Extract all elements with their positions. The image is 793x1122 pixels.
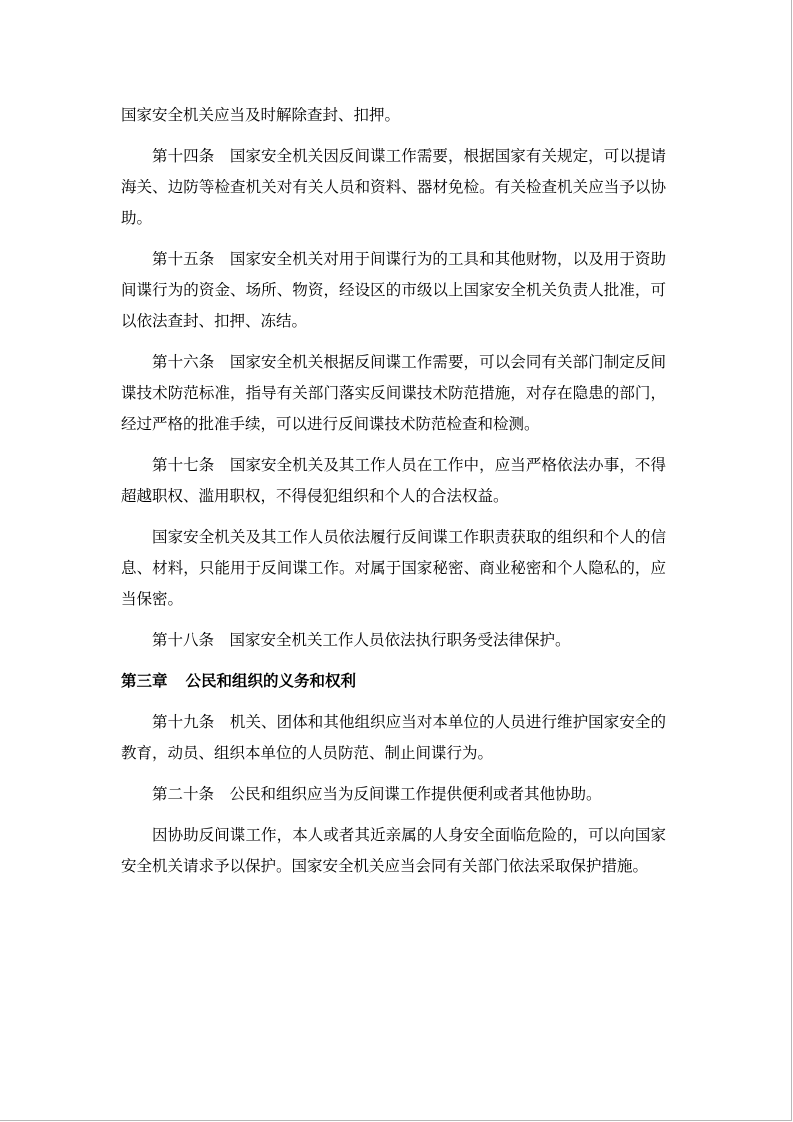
article-19: 第十九条 机关、团体和其他组织应当对本单位的人员进行维护国家安全的教育，动员、组织本单位的人员防范、制止间谍行为。 [121, 713, 666, 762]
document-body [121, 100, 666, 882]
article-17-paragraph-2: 国家安全机关及其工作人员依法履行反间谍工作职责获取的组织和个人的信息、材料，只能用于反间谍工作。对属于国家秘密、商业秘密和个人隐私的，应当保密。 [121, 528, 666, 608]
paragraph-release-seizure: 国家安全机关应当及时解除查封、扣押。 [121, 106, 401, 124]
article-14: 第十四条 国家安全机关因反间谍工作需要，根据国家有关规定，可以提请海关、边防等检查机关对有关人员和资料、器材免检。有关检查机关应当予以协助。 [121, 147, 666, 227]
article-16: 第十六条 国家安全机关根据反间谍工作需要，可以会同有关部门制定反间谍技术防范标准，指导有关部门落实反间谍技术防范措施，对存在隐患的部门，经过严格的批准手续，可以进行反间谍技术防范检查和检测。 [121, 353, 666, 433]
chapter-title: 公民和组织的义务和权利 [185, 672, 357, 690]
chapter-heading [121, 666, 666, 697]
article-18: 第十八条 国家安全机关工作人员依法执行职务受法律保护。 [152, 631, 571, 649]
article-20: 第二十条 公民和组织应当为反间谍工作提供便利或者其他协助。 [152, 785, 602, 803]
article-20-paragraph-2: 因协助反间谍工作，本人或者其近亲属的人身安全面临危险的，可以向国家安全机关请求予以保护。国家安全机关应当会同有关部门依法采取保护措施。 [121, 826, 666, 875]
article-17: 第十七条 国家安全机关及其工作人员在工作中，应当严格依法办事，不得超越职权、滥用职权，不得侵犯组织和个人的合法权益。 [121, 456, 666, 505]
article-15: 第十五条 国家安全机关对用于间谍行为的工具和其他财物，以及用于资助间谍行为的资金、场所、物资，经设区的市级以上国家安全机关负责人批准，可以依法查封、扣押、冻结。 [121, 250, 666, 330]
chapter-number: 第三章 [121, 672, 168, 690]
